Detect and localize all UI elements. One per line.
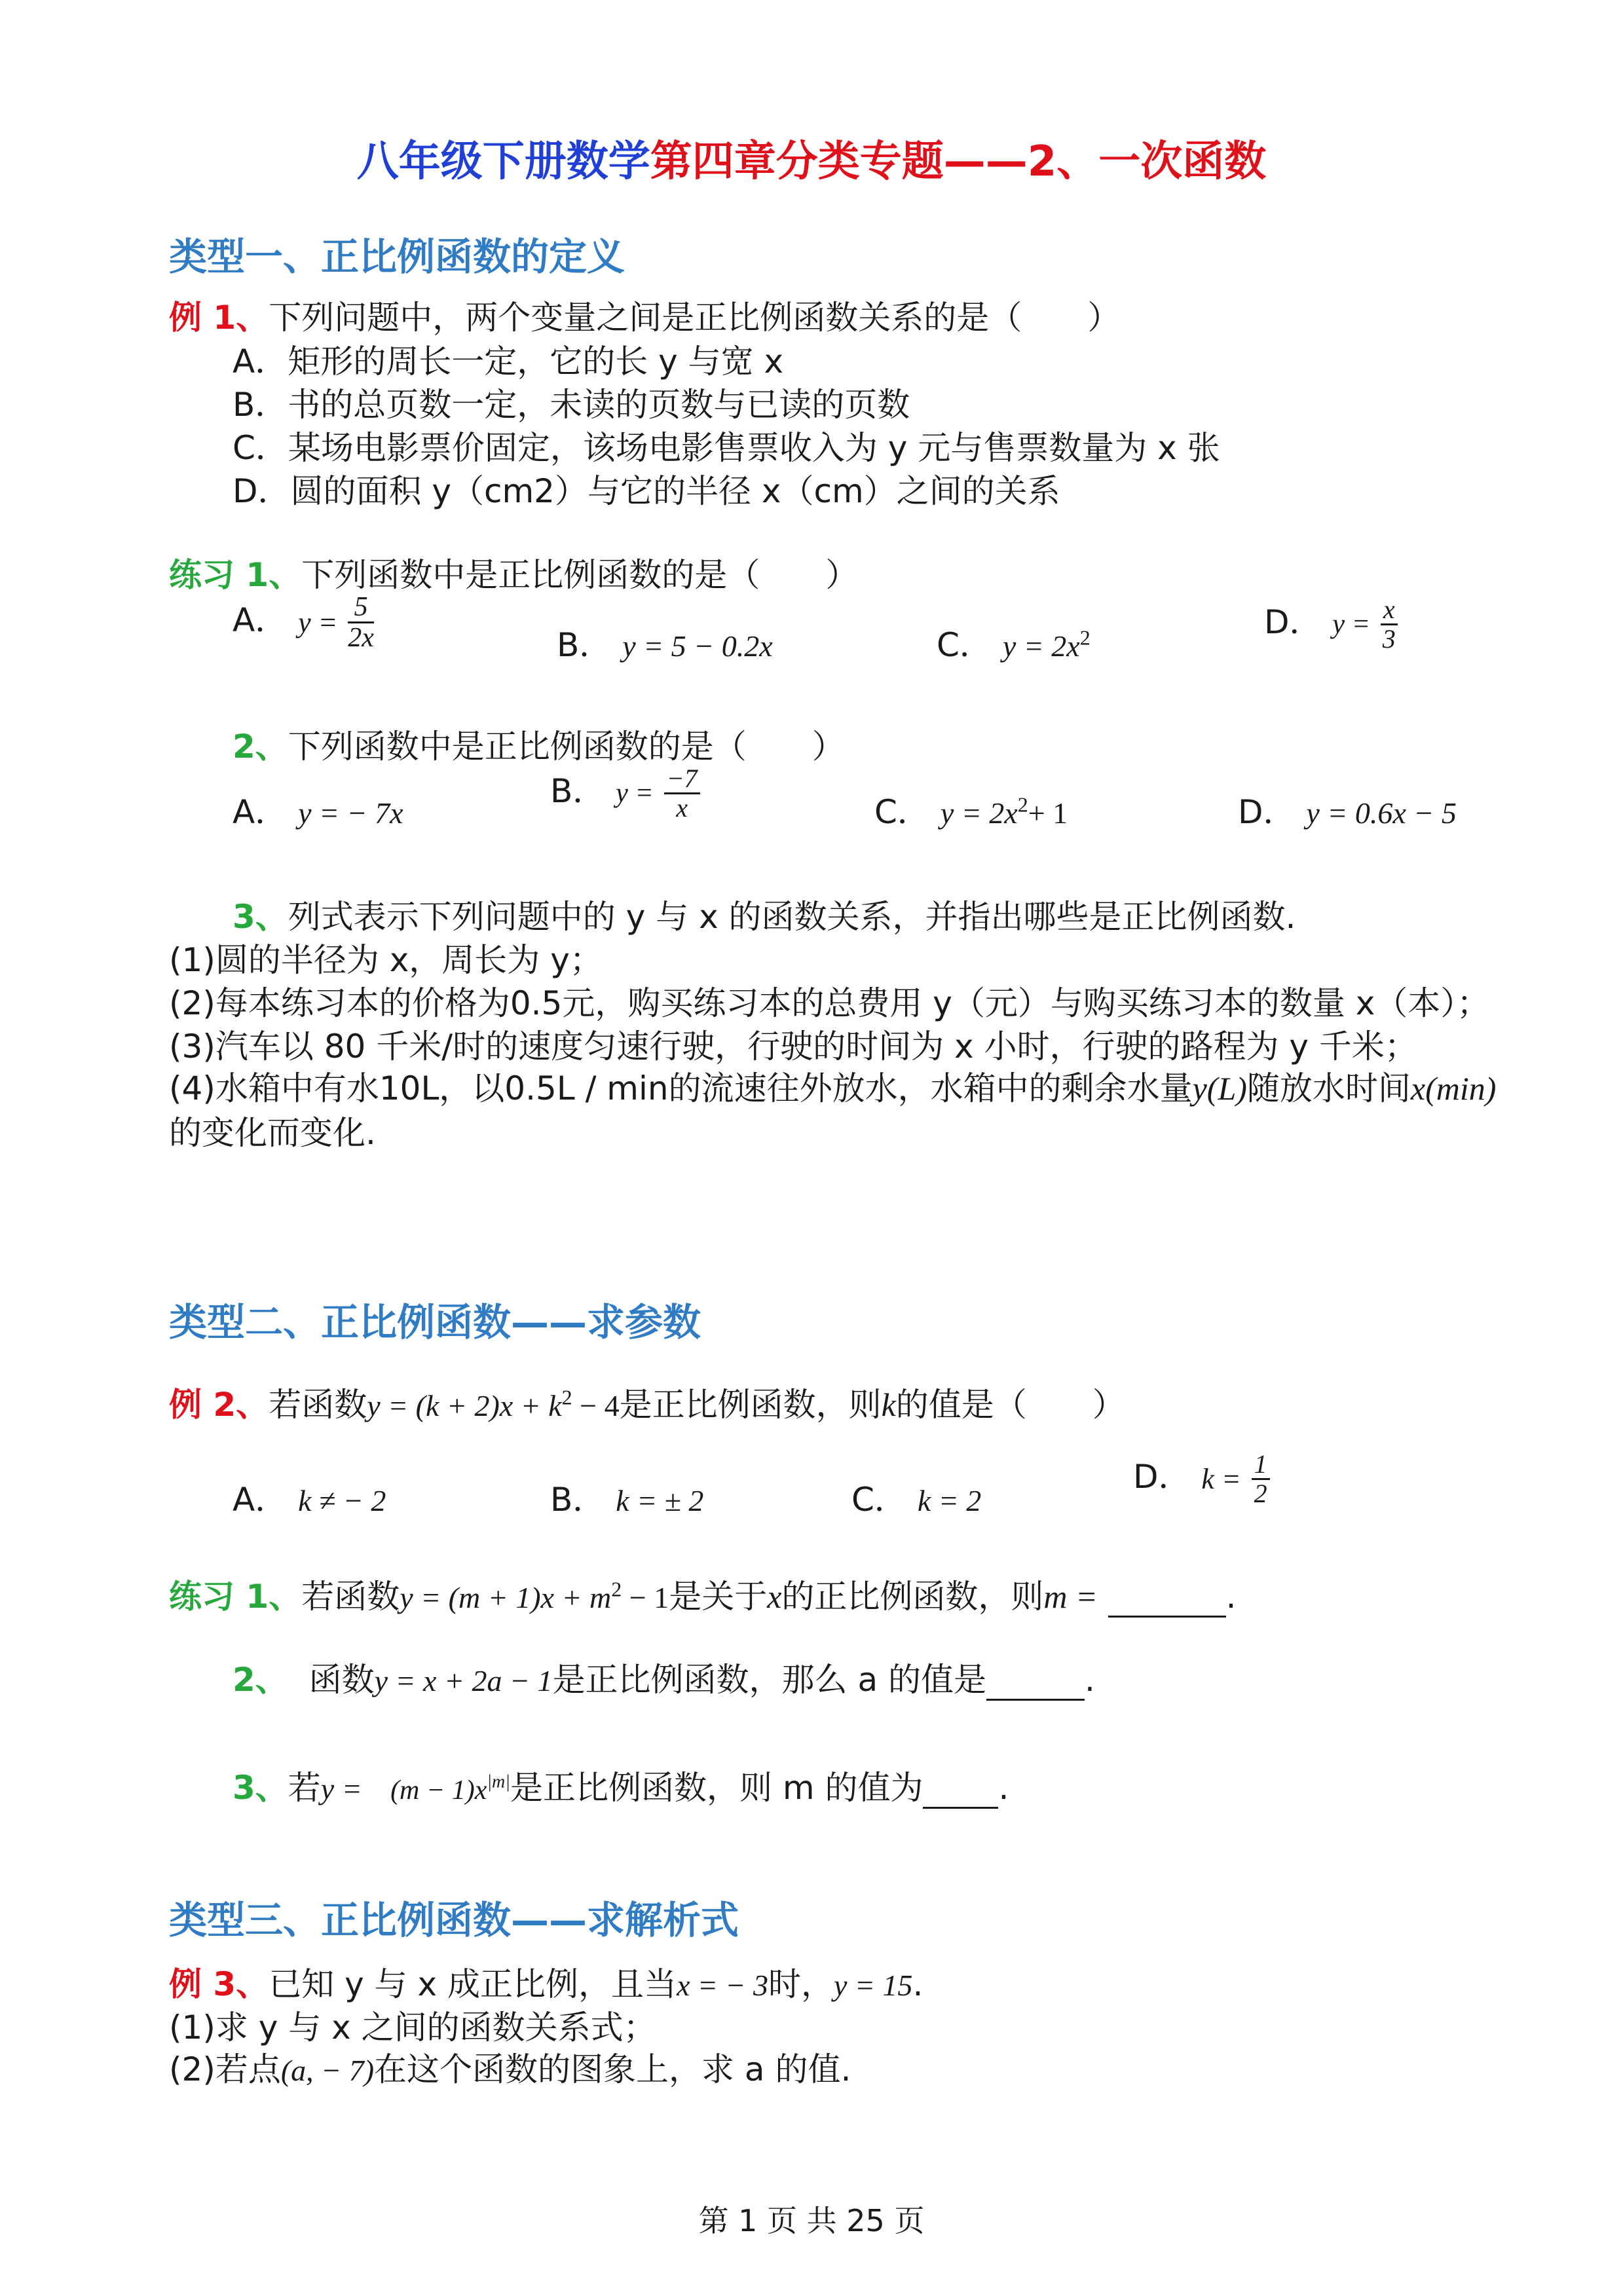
page-title	[0, 128, 1623, 188]
option-letter: C．	[874, 793, 930, 831]
practice-1-option-c	[937, 619, 1091, 666]
math-tail: − 1	[622, 1581, 669, 1614]
fraction	[1252, 1451, 1270, 1508]
example-label: 例 1、	[169, 299, 269, 337]
practice-label: 2、	[233, 1661, 288, 1699]
question-text: 若	[288, 1769, 321, 1807]
section2-practice-3	[233, 1762, 1009, 1809]
example-1-question	[169, 291, 1120, 339]
question-text: 函数	[308, 1661, 375, 1699]
practice-3-item-2: (2)每本练习本的价格为0.5元，购买练习本的总费用 y（元）与购买练习本的数量 x（本）；	[169, 984, 1490, 1022]
numerator: x	[1381, 596, 1398, 625]
superscript: 2	[611, 1577, 622, 1601]
option-letter: A．	[233, 1481, 288, 1519]
math-expression: (m − 1)x	[390, 1775, 487, 1805]
question-text: 是关于	[669, 1578, 768, 1616]
question-text: 下列函数中是正比例函数的是（ ）	[288, 728, 845, 766]
math-expression: y = 15	[833, 1969, 913, 2002]
math-var: x	[767, 1578, 782, 1615]
superscript: 2	[1017, 792, 1028, 817]
period: .	[1225, 1578, 1237, 1616]
practice-2-option-c	[874, 786, 1068, 833]
math-expression: y = 2x	[940, 796, 1018, 830]
option-letter: B．	[557, 626, 612, 664]
option-letter: D．	[1238, 793, 1296, 831]
practice-label: 3、	[233, 1769, 288, 1807]
example-2-option-a	[233, 1473, 386, 1521]
title-part2: 第四章分类专题——2、一次函数	[650, 138, 1267, 186]
section2-practice-1	[169, 1570, 1237, 1618]
question-text: 若函数	[269, 1386, 367, 1424]
practice-1-option-b	[557, 619, 773, 666]
question-text: 是正比例函数，则	[619, 1386, 882, 1424]
denominator: 3	[1382, 624, 1396, 654]
answer-blank[interactable]	[923, 1769, 998, 1809]
answer-blank[interactable]	[986, 1661, 1085, 1701]
section-heading-2: 类型二、正比例函数——求参数	[169, 1300, 701, 1344]
math-inline: y(L)	[1192, 1070, 1247, 1107]
fraction	[664, 765, 700, 822]
question-text: 已知 y 与 x 成正比例，且当	[269, 1965, 677, 2003]
practice-2-option-d	[1238, 786, 1457, 833]
numerator: 1	[1252, 1451, 1270, 1480]
option-letter: B．	[550, 1481, 606, 1519]
period: .	[998, 1769, 1009, 1807]
math-var: k	[881, 1386, 896, 1423]
title-part1: 八年级下册数学	[356, 138, 650, 186]
example-3-q2	[169, 2043, 851, 2090]
practice-2-option-b	[550, 765, 700, 822]
example-1-option-d: D．圆的面积 y（cm2）与它的半径 x（cm）之间的关系	[233, 472, 1060, 510]
example-label: 例 2、	[169, 1386, 269, 1424]
math-expression: y = 2x	[1002, 629, 1080, 663]
option-letter: D．	[1264, 603, 1322, 641]
section-heading-1: 类型一、正比例函数的定义	[169, 234, 625, 279]
denominator: 2x	[348, 623, 374, 654]
example-1-option-b: B．书的总页数一定，未读的页数与已读的页数	[233, 386, 910, 424]
math-expression: k = ± 2	[616, 1484, 704, 1517]
superscript: 2	[561, 1385, 572, 1409]
denominator: 2	[1254, 1479, 1267, 1508]
practice-1-question	[169, 549, 858, 596]
practice-3-question	[233, 891, 1296, 938]
numerator: 5	[348, 593, 374, 623]
option-letter: B．	[550, 772, 606, 810]
practice-1-option-d	[1264, 596, 1398, 653]
question-text: 时，	[768, 1965, 834, 2003]
math-var: m =	[1043, 1578, 1098, 1615]
item-text: (4)水箱中有水10L，以0.5L / min的流速往外放水，水箱中的剩余水量	[169, 1069, 1193, 1107]
example-1-option-c: C．某场电影票价固定，该场电影售票收入为 y 元与售票数量为 x 张	[233, 429, 1220, 467]
math-expression: x = − 3	[676, 1969, 768, 2002]
question-text: 下列函数中是正比例函数的是（ ）	[301, 556, 859, 594]
option-letter: C．	[937, 626, 992, 664]
option-letter: D．	[1133, 1458, 1191, 1496]
math-expression: y = (k + 2)x + k	[367, 1389, 562, 1422]
math-tail: + 1	[1028, 796, 1068, 830]
example-3-question	[169, 1958, 923, 2005]
section-heading-3: 类型三、正比例函数——求解析式	[169, 1898, 739, 1942]
practice-label: 练习 1、	[169, 556, 302, 594]
superscript: |m|	[487, 1771, 510, 1792]
math-expression: y = − 7x	[298, 796, 403, 830]
question-text: 下列问题中，两个变量之间是正比例函数关系的是（ ）	[269, 299, 1121, 337]
period: .	[1085, 1661, 1095, 1699]
practice-2-option-a	[233, 786, 403, 833]
numerator: −7	[664, 765, 700, 794]
practice-3-item-4	[169, 1062, 1496, 1109]
example-label: 例 3、	[169, 1965, 269, 2003]
math-expression: y = 5 − 0.2x	[622, 629, 773, 663]
math-expression: y =	[320, 1772, 370, 1805]
answer-blank[interactable]	[1108, 1578, 1226, 1618]
example-2-option-b	[550, 1473, 703, 1521]
math-tail: − 4	[572, 1389, 620, 1422]
math-expression: (a, − 7)	[280, 2054, 375, 2087]
math-lhs: y =	[616, 778, 654, 809]
option-letter: C．	[851, 1481, 907, 1519]
item-text: 随放水时间	[1246, 1069, 1411, 1107]
practice-1-option-a	[233, 593, 374, 652]
practice-label: 2、	[233, 728, 288, 766]
example-2-option-c	[851, 1473, 981, 1521]
example-3-q1: (1)求 y 与 x 之间的函数关系式；	[169, 2009, 656, 2046]
superscript: 2	[1079, 625, 1091, 650]
math-lhs: y =	[298, 606, 338, 639]
practice-3-item-1: (1)圆的半径为 x，周长为 y；	[169, 941, 603, 979]
math-lhs: y =	[1332, 609, 1370, 640]
question-text: 在这个函数的图象上，求 a 的值.	[374, 2050, 851, 2088]
question-text: 的正比例函数，则	[781, 1578, 1044, 1616]
question-text: 的值是（ ）	[895, 1386, 1125, 1424]
math-expression: k ≠ − 2	[298, 1484, 386, 1517]
example-2-question	[169, 1379, 1125, 1426]
page-footer: 第 1 页 共 25 页	[698, 2203, 925, 2238]
practice-label: 3、	[233, 898, 288, 936]
question-text: 是正比例函数，那么 a 的值是	[552, 1661, 986, 1699]
question-text: 是正比例函数，则 m 的值为	[510, 1769, 923, 1807]
example-2-option-d	[1133, 1451, 1270, 1508]
practice-3-item-3: (3)汽车以 80 千米/时的速度匀速行驶，行驶的时间为 x 小时，行驶的路程为 y 千米；	[169, 1028, 1417, 1065]
practice-label: 练习 1、	[169, 1578, 302, 1616]
denominator: x	[676, 793, 688, 823]
period: .	[912, 1965, 923, 2003]
math-expression: y = 0.6x − 5	[1306, 796, 1457, 830]
math-expression: y = (m + 1)x + m	[400, 1581, 612, 1614]
question-text: (2)若点	[169, 2050, 281, 2088]
option-letter: A．	[233, 793, 288, 831]
fraction	[348, 593, 374, 652]
math-lhs: k =	[1201, 1463, 1241, 1495]
fraction	[1381, 596, 1398, 653]
math-expression: y = x + 2a − 1	[374, 1664, 553, 1697]
section2-practice-2	[233, 1654, 1095, 1701]
question-text: 列式表示下列问题中的 y 与 x 的函数关系，并指出哪些是正比例函数.	[288, 898, 1296, 936]
question-text: 若函数	[301, 1578, 400, 1616]
math-inline: x(min)	[1410, 1070, 1497, 1107]
practice-2-question	[233, 720, 845, 768]
math-expression: k = 2	[917, 1484, 982, 1517]
example-1-option-a: A．矩形的周长一定，它的长 y 与宽 x	[233, 343, 784, 380]
option-letter: A．	[233, 601, 288, 640]
practice-3-item-4-cont: 的变化而变化.	[169, 1114, 376, 1152]
